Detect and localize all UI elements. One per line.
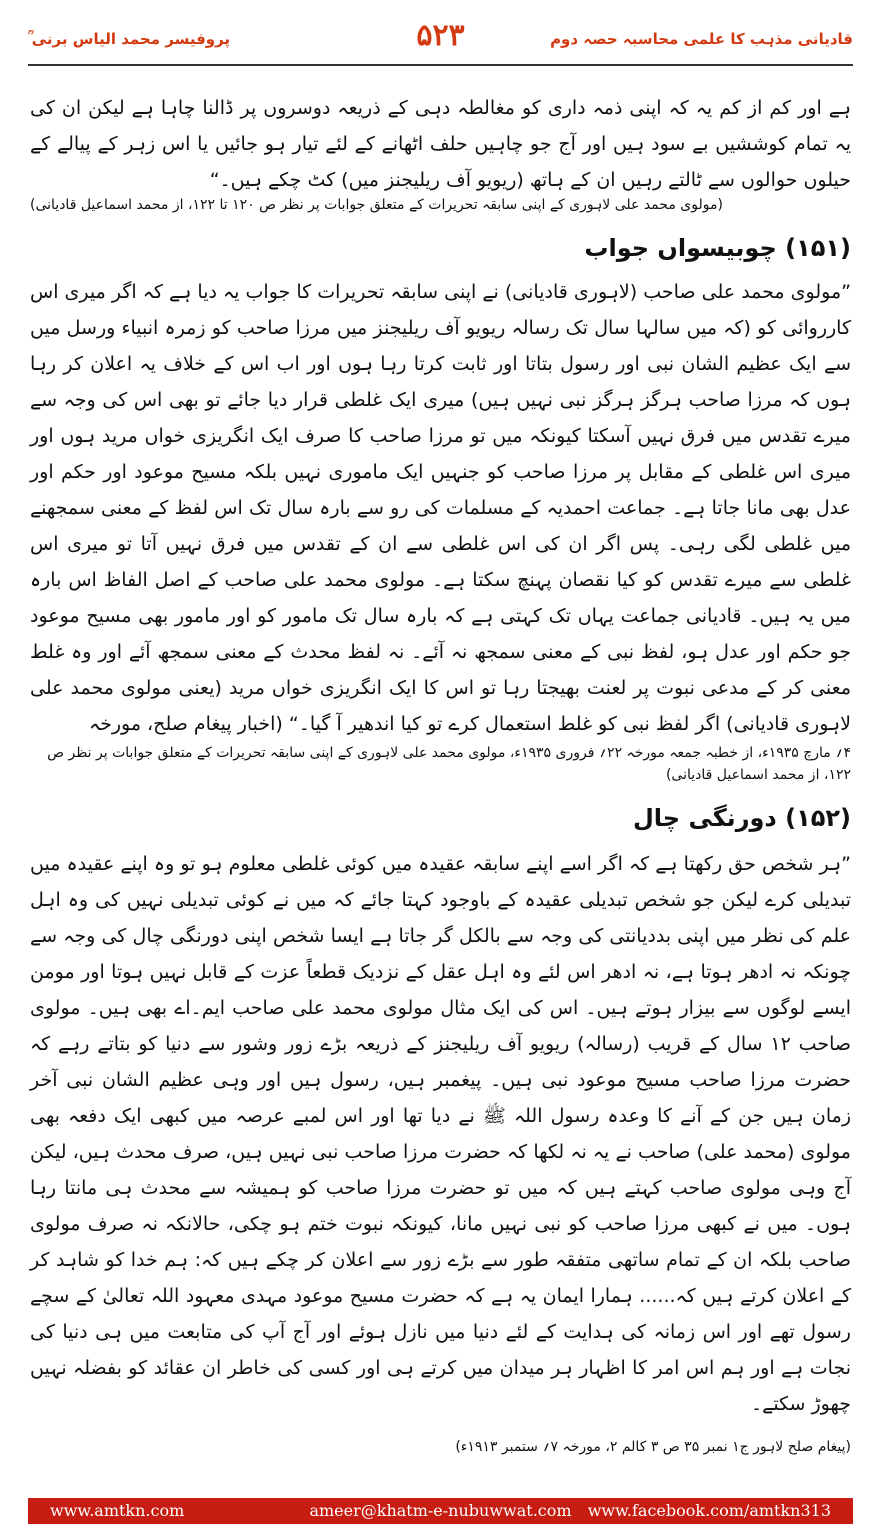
page-header [28, 18, 853, 60]
paragraph-intro: ہے اور کم از کم یہ کہ اپنی ذمہ داری کو مغالطہ دہی کے ذریعہ دوسروں پر ڈالنا چاہا ہے لیکن ان کی یہ تمام کوششیں بے سود ہیں اور آج جو چاہیں حلف اٹھانے کے لئے تیار ہو جائیں یا اس زہر کے پیالے کے حیلوں حوالوں سے ٹالتے رہیں ان کے ہاتھ (ریویو آف ریلیجنز میں) کٹ چکے ہیں۔“ [30, 97, 851, 191]
header-divider [28, 64, 853, 66]
footer-website-link[interactable]: www.amtkn.com [50, 1501, 185, 1520]
reference-citation-1: (مولوی محمد علی لاہوری کے اپنی سابقہ تحریرات کے متعلق جوابات پر نظر ص ۱۲۰ تا ۱۲۲، از محمد اسماعیل قادیانی) [30, 197, 723, 213]
page-number: ۵۲۳ [416, 18, 465, 53]
reference-citation-2: ۴؍ مارچ ۱۹۳۵ء، از خطبہ جمعہ مورخہ ۲۲؍ فروری ۱۹۳۵ء، مولوی محمد علی لاہوری کے اپنی سابقہ تحریرات کے متعلق جوابات پر نظر ص ۱۲۲، از محمد اسماعیل قادیانی) [47, 745, 851, 783]
section-heading-151: (۱۵۱) چوبیسواں جواب [584, 234, 851, 262]
author-name: پروفیسر محمد الیاس برنی ؒ [28, 30, 231, 48]
page-footer [28, 1498, 853, 1524]
footer-facebook-link[interactable]: www.facebook.com/amtkn313 [587, 1501, 831, 1520]
section-heading-152: (۱۵۲) دورنگی چال [632, 804, 851, 832]
paragraph-151: ”مولوی محمد علی صاحب (لاہوری قادیانی) نے اپنی سابقہ تحریرات کا جواب یہ دیا ہے کہ اگر میری اس کارروائی کو (کہ میں سالہا سال تک رسالہ ریویو آف ریلیجنز میں مرزا صاحب کو زمرہ انبیاء ورسل میں سے ایک عظیم الشان نبی اور رسول بتاتا اور ثابت کرتا رہا ہوں اور اب اس کے خلاف یہ اعلان کر رہا ہوں کہ مرزا صاحب ہرگز ہرگز نبی نہیں ہیں) میری ایک غلطی قرار دیا جائے تو بھی اس کی وجہ سے میرے تقدس میں فرق نہیں آسکتا کیونکہ میں تو مرزا صاحب کا صرف ایک انگریزی خواں مرید ہوں اور میری اس غلطی کے مقابل پر مرزا صاحب کو جنہیں ایک ماموری نہیں بلکہ مسیح موعود اور حکم اور عدل بھی مانا جاتا ہے۔ جماعت احمدیہ کے مسلمات کی رو سے بارہ سال تک اس لفظ کے معنی سمجھنے میں غلطی لگی رہی۔ پس اگر ان کی اس غلطی سے ان کے تقدس میں فرق نہیں آتا تو میری اس غلطی سے میرے تقدس کو کیا نقصان پہنچ سکتا ہے۔ مولوی محمد علی صاحب کے اصل الفاظ اس بارہ میں یہ ہیں۔ قادیانی جماعت یہاں تک کہتی ہے کہ بارہ سال تک مامور کو اور مامور بھی مسیح موعود جو حکم اور عدل ہو، لفظ نبی کے معنی سمجھ نہ آئے۔ نہ لفظ محدث کے معنی سمجھ آئے اور وہ غلط معنی کر کے مدعی نبوت پر لعنت بھیجتا رہا تو اس کا ایک انگریزی خواں مرید (یعنی مولوی محمد علی لاہوری قادیانی) اگر لفظ نبی کو غلط استعمال کرے تو کیا اندھیر آ گیا۔“ (اخبار پیغام صلح، مورخہ [30, 281, 851, 735]
book-title: قادیانی مذہب کا علمی محاسبہ حصہ دوم [550, 30, 853, 48]
main-content [30, 90, 851, 1462]
footer-email-link[interactable]: ameer@khatm-e-nubuwwat.com [309, 1501, 572, 1520]
paragraph-152: ”ہر شخص حق رکھتا ہے کہ اگر اسے اپنے سابقہ عقیدہ میں کوئی غلطی معلوم ہو تو وہ اپنے عقیدہ میں تبدیلی کرے لیکن جو شخص تبدیلی عقیدہ کے باوجود کہتا جائے کہ میں نے کوئی تبدیلی نہیں کی وہ اہل علم کی نظر میں اپنی بددیانتی کی وجہ سے بالکل گر جاتا ہے ایسا شخص اپنی دورنگی چال کی وجہ سے چونکہ نہ ادھر ہوتا ہے، نہ ادھر اس لئے وہ اہل عقل کے نزدیک قطعاً عزت کے قابل نہیں ہوتا اور مومن ایسے لوگوں سے بیزار ہوتے ہیں۔ اس کی ایک مثال مولوی محمد علی صاحب ایم۔اے بھی ہیں۔ مولوی صاحب ۱۲ سال کے قریب (رسالہ) ریویو آف ریلیجنز کے ذریعہ بڑے زور وشور سے دنیا کو بتاتے رہے کہ حضرت مرزا صاحب مسیح موعود نبی ہیں۔ پیغمبر ہیں، رسول ہیں اور وہی عظیم الشان نبی آخر زمان ہیں جن کے آنے کا وعدہ رسول اللہ ﷺ نے دیا تھا اور اس لمبے عرصہ میں کبھی ایک دفعہ بھی مولوی (محمد علی) صاحب نے یہ نہ لکھا کہ حضرت مرزا صاحب نبی نہیں ہیں، صرف محدث ہیں، لیکن آج وہی مولوی صاحب کہتے ہیں کہ میں تو حضرت مرزا صاحب کو ہمیشہ سے محدث ہی مانتا رہا ہوں۔ میں نے کبھی مرزا صاحب کو نبی نہیں مانا، کیونکہ نبوت ختم ہو چکی، حالانکہ نہ صرف مولوی صاحب بلکہ ان کے تمام ساتھی متفقہ طور سے بڑے زور سے اعلان کر چکے ہیں کہ: ہم خدا کو شاہد کر کے اعلان کرتے ہیں کہ...... ہمارا ایمان یہ ہے کہ حضرت مسیح موعود مہدی معہود اللہ تعالیٰ کے سچے رسول تھے اور اس زمانہ کی ہدایت کے لئے دنیا میں نازل ہوئے اور آج آپ کی متابعت میں ہی دنیا کی نجات ہے اور ہم اس امر کا اظہار ہر میدان میں کرتے ہی اور کسی کی خاطر ان عقائد کو بفضلہ نہیں چھوڑ سکتے۔ [30, 853, 851, 1415]
reference-citation-3: (پیغام صلح لاہور ج۱ نمبر ۳۵ ص ۳ کالم ۲، مورخہ ۷؍ ستمبر ۱۹۱۳ء) [455, 1439, 851, 1455]
